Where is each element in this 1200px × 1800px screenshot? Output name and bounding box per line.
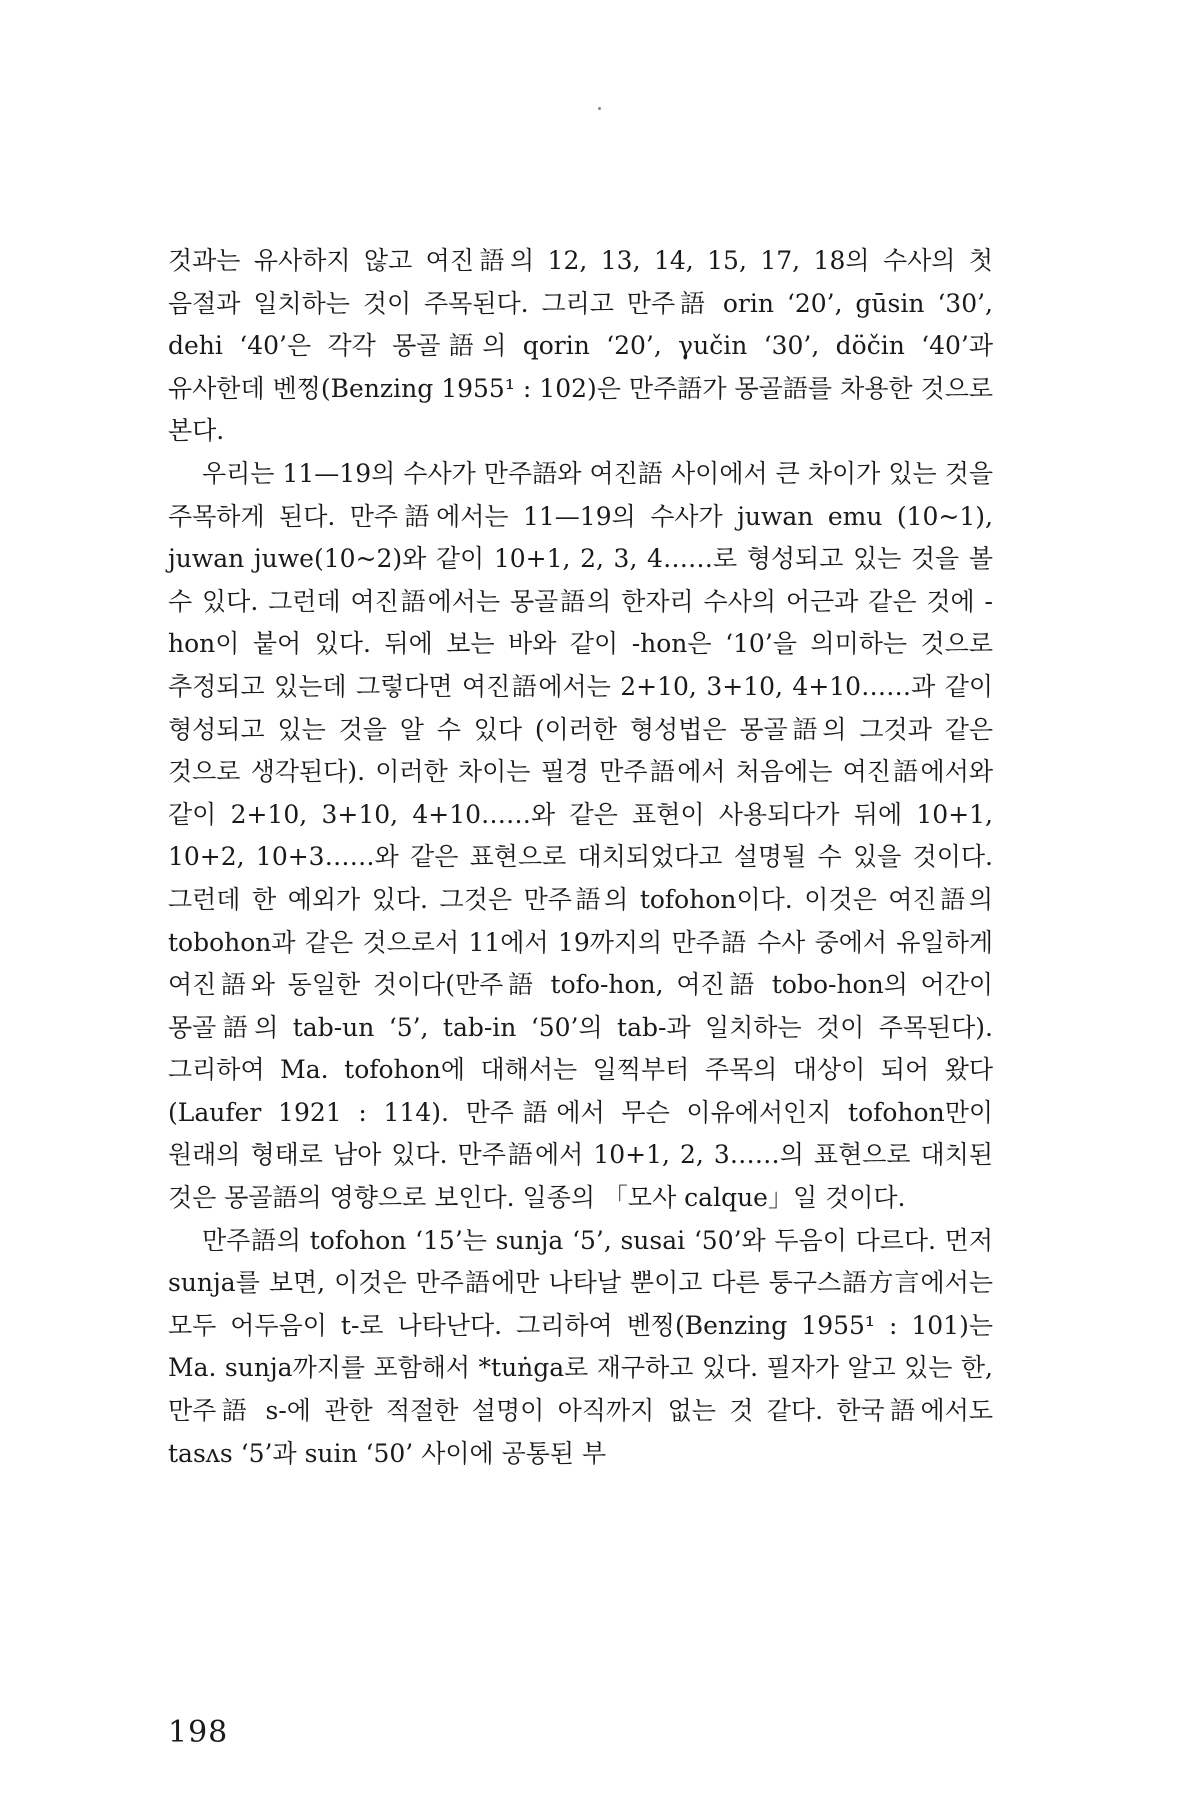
paragraph-continued: 것과는 유사하지 않고 여진語의 12, 13, 14, 15, 17, 18의 수사의 첫 음절과 일치하는 것이 주목된다. 그리고 만주語 orin ‘20’, gūsin ‘30’, dehi ‘40’은 각각 몽골語의 qorin ‘20’, γučin ‘30’, döčin ‘40’과 유사한데 벤찡(Benzing 1955¹ : 102)은 만주語가 몽골語를 차용한 것으로 본다.	[168, 246, 993, 446]
scan-speck	[598, 107, 601, 110]
body-text	[168, 240, 993, 1475]
paragraph-tofohon: 만주語의 tofohon ‘15’는 sunja ‘5’, susai ‘50’와 두음이 다르다. 먼저 sunja를 보면, 이것은 만주語에만 나타날 뿐이고 다른 퉁구스語方言에서는 모두 어두음이 t-로 나타난다. 그리하여 벤찡(Benzing 1955¹ : 101)는 Ma. sunja까지를 포함해서 *tuṅga로 재구하고 있다. 필자가 알고 있는 한, 만주語 s-에 관한 적절한 설명이 아직까지 없는 것 같다. 한국語에서도 tasʌs ‘5’과 suin ‘50’ 사이에 공통된 부	[168, 1225, 993, 1468]
page-number: 198	[168, 1715, 229, 1750]
paragraph-numerals-difference: 우리는 11—19의 수사가 만주語와 여진語 사이에서 큰 차이가 있는 것을 주목하게 된다. 만주語에서는 11—19의 수사가 juwan emu (10~1), juwan juwe(10~2)와 같이 10+1, 2, 3, 4……로 형성되고 있는 것을 볼 수 있다. 그런데 여진語에서는 몽골語의 한자리 수사의 어근과 같은 것에 -hon이 붙어 있다. 뒤에 보는 바와 같이 -hon은 ‘10’을 의미하는 것으로 추정되고 있는데 그렇다면 여진語에서는 2+10, 3+10, 4+10……과 같이 형성되고 있는 것을 알 수 있다 (이러한 형성법은 몽골語의 그것과 같은 것으로 생각된다). 이러한 차이는 필경 만주語에서 처음에는 여진語에서와 같이 2+10, 3+10, 4+10……와 같은 표현이 사용되다가 뒤에 10+1, 10+2, 10+3……와 같은 표현으로 대치되었다고 설명될 수 있을 것이다. 그런데 한 예외가 있다. 그것은 만주語의 tofohon이다. 이것은 여진語의 tobohon과 같은 것으로서 11에서 19까지의 만주語 수사 중에서 유일하게 여진語와 동일한 것이다(만주語 tofo-hon, 여진語 tobo-hon의 어간이 몽골語의 tab-un ‘5’, tab-in ‘50’의 tab-과 일치하는 것이 주목된다). 그리하여 Ma. tofohon에 대해서는 일찍부터 주목의 대상이 되어 왔다(Laufer 1921 : 114). 만주語에서 무슨 이유에서인지 tofohon만이 원래의 형태로 남아 있다. 만주語에서 10+1, 2, 3……의 표현으로 대치된 것은 몽골語의 영향으로 보인다. 일종의 「모사 calque」일 것이다.	[168, 458, 993, 1213]
